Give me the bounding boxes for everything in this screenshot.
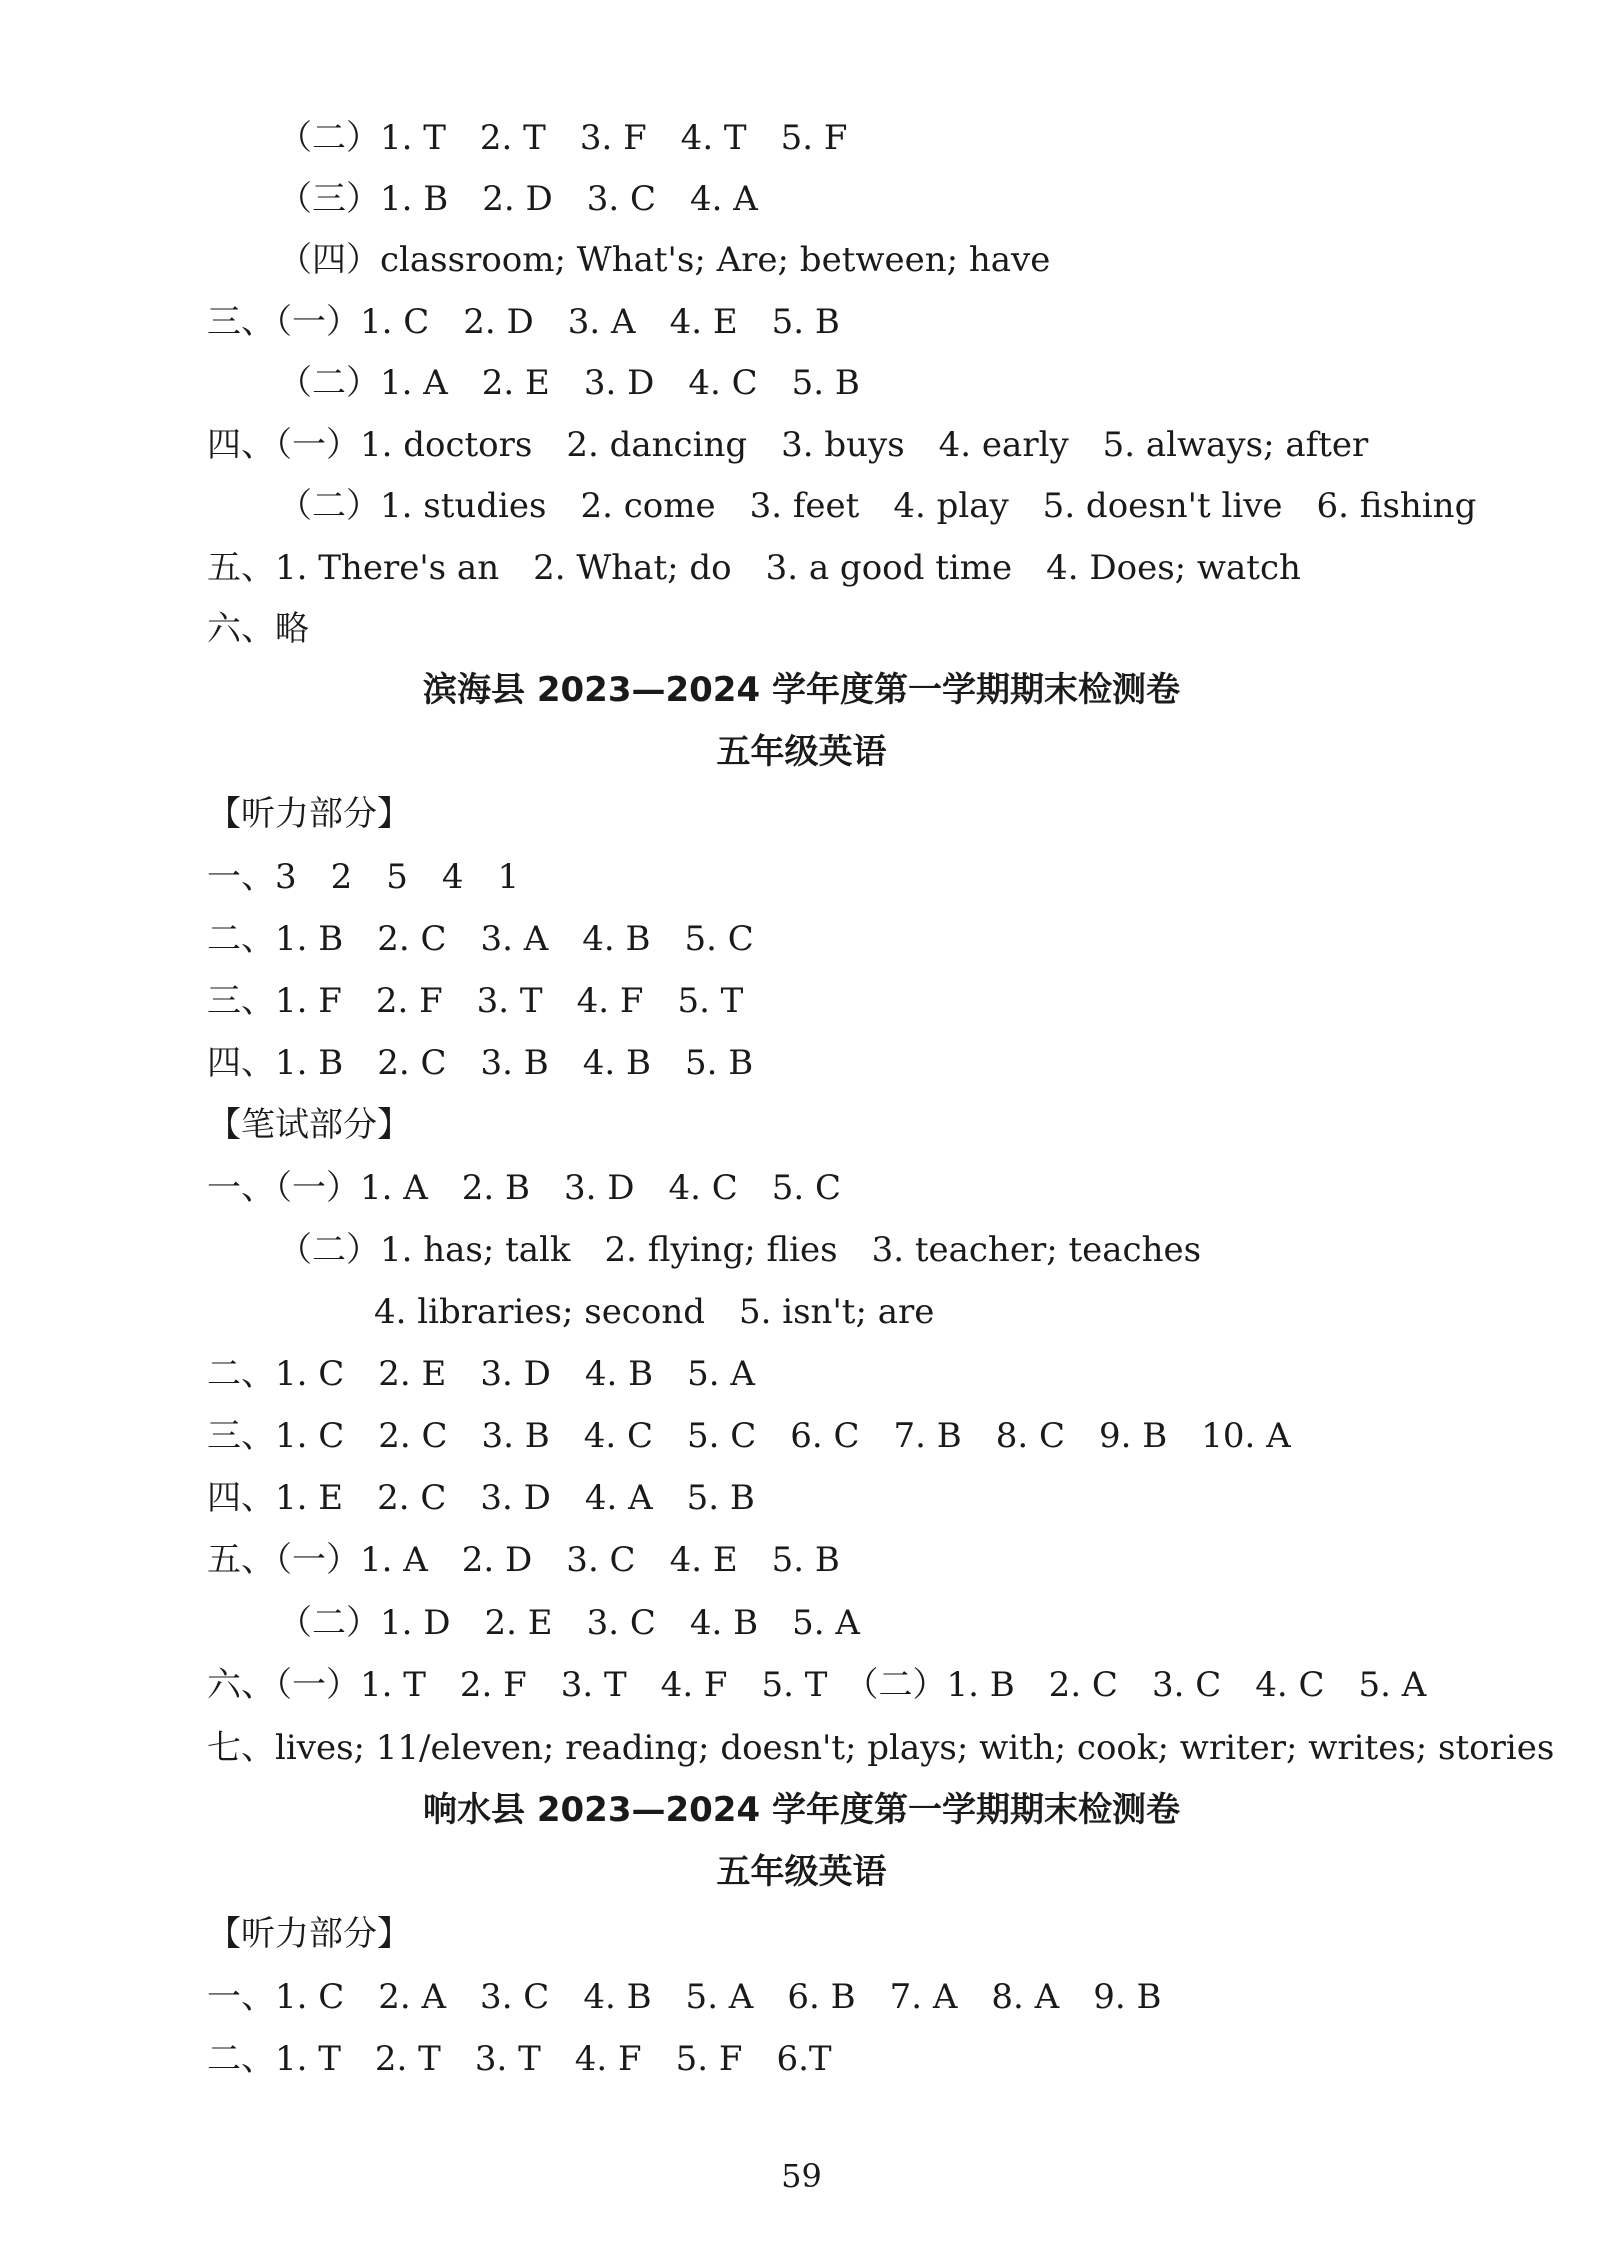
answer-line: 二、1. B 2. C 3. A 4. B 5. C (207, 919, 754, 959)
answer-line: 四、（一）1. doctors 2. dancing 3. buys 4. early 5. always; after (207, 425, 1369, 465)
answer-line: 六、略 (207, 609, 309, 649)
answer-line: 三、1. F 2. F 3. T 4. F 5. T (207, 981, 744, 1021)
section-heading: 【听力部分】 (207, 1914, 411, 1954)
answer-line: 一、1. C 2. A 3. C 4. B 5. A 6. B 7. A 8. A 9. B (207, 1977, 1162, 2017)
section-title: 滨海县 2023—2024 学年度第一学期期末检测卷 (423, 670, 1180, 710)
answer-line: （三）1. B 2. D 3. C 4. A (278, 179, 758, 219)
answer-line: 五、（一）1. A 2. D 3. C 4. E 5. B (207, 1540, 840, 1580)
answer-line: 三、1. C 2. C 3. B 4. C 5. C 6. C 7. B 8. C 9. B 10. A (207, 1416, 1291, 1456)
answer-line: 四、1. B 2. C 3. B 4. B 5. B (207, 1043, 754, 1083)
answer-line: 4. libraries; second 5. isn't; are (374, 1292, 935, 1332)
answer-line: （二）1. studies 2. come 3. feet 4. play 5. doesn't live 6. fishing (278, 486, 1477, 526)
answer-line: （二）1. D 2. E 3. C 4. B 5. A (278, 1603, 860, 1643)
answer-line: （四）classroom; What's; Are; between; have (278, 240, 1051, 280)
answer-line: 五、1. There's an 2. What; do 3. a good time 4. Does; watch (207, 548, 1301, 588)
answer-line: （二）1. T 2. T 3. F 4. T 5. F (278, 118, 848, 158)
section-title: 响水县 2023—2024 学年度第一学期期末检测卷 (423, 1790, 1180, 1830)
answer-line: 七、lives; 11/eleven; reading; doesn't; plays; with; cook; writer; writes; stories (207, 1728, 1555, 1768)
page-number: 59 (781, 2157, 822, 2195)
answer-line: 二、1. T 2. T 3. T 4. F 5. F 6.T (207, 2039, 832, 2079)
section-heading: 【听力部分】 (207, 794, 411, 834)
answer-line: 六、（一）1. T 2. F 3. T 4. F 5. T （二）1. B 2. C 3. C 4. C 5. A (207, 1665, 1427, 1705)
answer-line: 三、（一）1. C 2. D 3. A 4. E 5. B (207, 302, 840, 342)
answer-line: 一、3 2 5 4 1 (207, 857, 520, 897)
answer-line: （二）1. has; talk 2. flying; flies 3. teacher; teaches (278, 1230, 1202, 1270)
answer-line: 一、（一）1. A 2. B 3. D 4. C 5. C (207, 1168, 842, 1208)
answer-line: （二）1. A 2. E 3. D 4. C 5. B (278, 363, 860, 403)
section-heading: 【笔试部分】 (207, 1105, 411, 1145)
answer-line: 二、1. C 2. E 3. D 4. B 5. A (207, 1354, 755, 1394)
answer-line: 四、1. E 2. C 3. D 4. A 5. B (207, 1478, 755, 1518)
section-subtitle: 五年级英语 (716, 732, 887, 772)
section-subtitle: 五年级英语 (716, 1852, 887, 1892)
